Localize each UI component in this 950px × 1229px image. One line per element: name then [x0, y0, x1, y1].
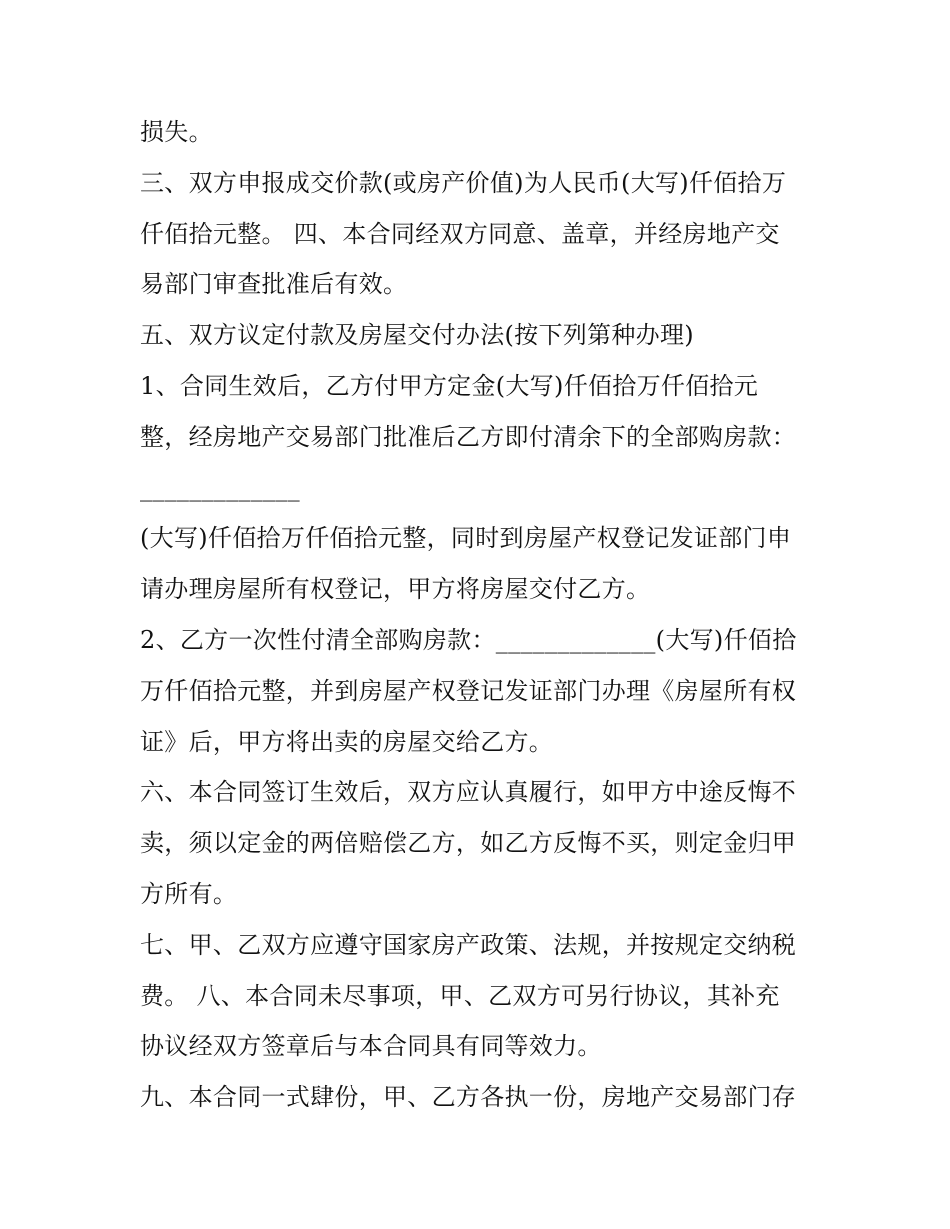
text-line: 万仟佰拾元整，并到房屋产权登记发证部门办理《房屋所有权 — [140, 676, 797, 705]
text-line: 协议经双方签章后与本合同具有同等效力。 — [140, 1032, 602, 1061]
text-line: 五、双方议定付款及房屋交付办法(按下列第种办理) — [140, 321, 694, 350]
text-line: 仟佰拾元整。 四、本合同经双方同意、盖章，并经房地产交 — [140, 219, 780, 248]
contract-body — [140, 107, 820, 1123]
blank-fill-line: _____________ — [140, 473, 300, 502]
text-line: 整，经房地产交易部门批准后乙方即付清余下的全部购房款： — [140, 422, 797, 451]
text-line: 损失。 — [140, 118, 213, 146]
text-line: 卖，须以定金的两倍赔偿乙方，如乙方反悔不买，则定金归甲 — [140, 829, 797, 858]
text-line: 证》后，甲方将出卖的房屋交给乙方。 — [140, 727, 554, 756]
text-line: 九、本合同一式肆份，甲、乙方各执一份，房地产交易部门存 — [140, 1083, 797, 1112]
text-line: 2、乙方一次性付清全部购房款：_____________(大写)仟佰拾 — [140, 625, 797, 654]
text-line: 费。 八、本合同未尽事项，甲、乙双方可另行协议，其补充 — [140, 981, 780, 1010]
text-line: (大写)仟佰拾万仟佰拾元整，同时到房屋产权登记发证部门申 — [140, 524, 792, 553]
text-line: 三、双方申报成交价款(或房产价值)为人民币(大写)仟佰拾万 — [140, 168, 787, 197]
text-line: 易部门审查批准后有效。 — [140, 270, 408, 299]
text-line: 七、甲、乙双方应遵守国家房产政策、法规，并按规定交纳税 — [140, 930, 797, 959]
text-line: 1、合同生效后，乙方付甲方定金(大写)仟佰拾万仟佰拾元 — [140, 371, 759, 400]
text-line: 请办理房屋所有权登记，甲方将房屋交付乙方。 — [140, 575, 651, 604]
text-line: 六、本合同签订生效后，双方应认真履行，如甲方中途反悔不 — [140, 778, 797, 807]
text-line: 方所有。 — [140, 879, 238, 908]
